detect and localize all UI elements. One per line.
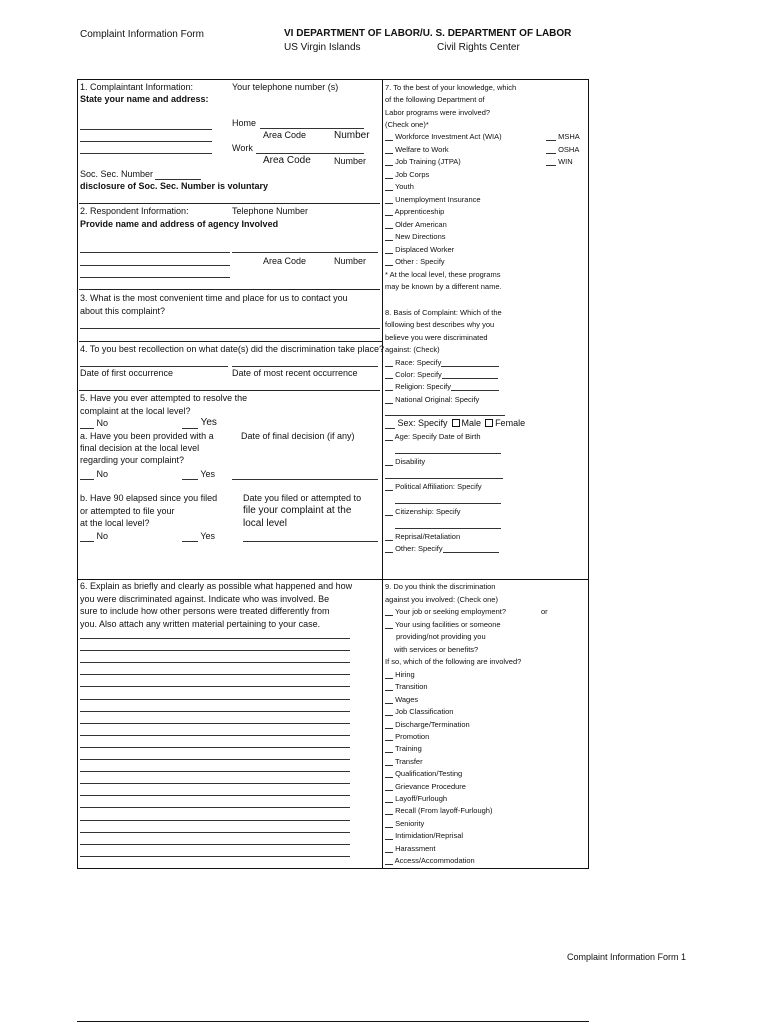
check-blank[interactable] — [385, 182, 393, 191]
check-blank[interactable] — [385, 257, 393, 266]
s8-color[interactable]: Color: Specify — [385, 370, 498, 379]
s7-program-item[interactable] — [385, 220, 447, 229]
check-blank[interactable] — [385, 695, 393, 704]
s5-yes-option[interactable]: Yes — [182, 417, 217, 429]
s6-answer-line[interactable] — [80, 759, 350, 760]
s5b-line-1: b. Have 90 elapsed since you filed — [80, 493, 218, 503]
form-name: Complaint Information Form — [80, 29, 204, 40]
s1-home-area-code: Area Code — [263, 130, 307, 140]
s6-answer-line[interactable] — [80, 723, 350, 724]
s1-address-line-1[interactable] — [80, 129, 212, 130]
s1-ssn-label: Soc. Sec. Number — [80, 169, 154, 179]
check-blank[interactable] — [385, 220, 393, 229]
check-blank[interactable] — [385, 195, 393, 204]
s3-answer-line[interactable] — [80, 328, 380, 329]
s8-national-field[interactable] — [385, 415, 505, 416]
s9-which-label: If so, which of the following are involved? — [385, 657, 522, 666]
check-blank[interactable] — [385, 145, 393, 154]
s1-address-line-2[interactable] — [80, 141, 212, 142]
s5a-date-label: Date of final decision (if any) — [241, 431, 355, 441]
agency-title: VI DEPARTMENT OF LABOR/U. S. DEPARTMENT OF LABOR — [284, 28, 572, 39]
s6-answer-line[interactable] — [80, 795, 350, 796]
s5a-no-option[interactable]: No — [80, 469, 108, 480]
s8-reprisal[interactable]: Reprisal/Retaliation — [385, 532, 460, 541]
s2-address-line-2[interactable] — [80, 265, 230, 266]
s7-program-item[interactable] — [385, 245, 454, 254]
check-blank[interactable] — [385, 831, 393, 840]
s2-address-line-3[interactable] — [80, 277, 230, 278]
s4-divider — [79, 390, 380, 391]
s1-phone-label: Your telephone number (s) — [232, 82, 339, 92]
s2-area-code: Area Code — [263, 256, 307, 266]
s7-program-item-label: Displaced Worker — [393, 244, 455, 254]
s6-answer-line[interactable] — [80, 832, 350, 833]
s6-answer-line[interactable] — [80, 783, 350, 784]
check-blank[interactable] — [385, 157, 393, 166]
check-blank[interactable] — [385, 670, 393, 679]
s9-issue-item-label: Wages — [393, 694, 419, 704]
s6-answer-line[interactable] — [80, 735, 350, 736]
s2-number: Number — [334, 256, 367, 266]
s1-work-phone-field[interactable] — [256, 153, 364, 154]
s6-answer-line[interactable] — [80, 699, 350, 700]
s1-ssn-note: disclosure of Soc. Sec. Number is voluntary — [80, 181, 269, 191]
s7-program-item-label: Job Training (JTPA) — [393, 157, 461, 166]
s8-political[interactable]: Political Affiliation: Specify — [385, 482, 482, 491]
s9-issue-item-label: Intimidation/Reprisal — [393, 831, 464, 841]
form-frame — [77, 79, 589, 869]
check-blank[interactable] — [385, 132, 393, 141]
s9-issue-item[interactable] — [385, 844, 436, 853]
s5b-line-3: at the local level? — [80, 518, 150, 528]
s5b-date-field[interactable] — [243, 541, 378, 542]
s5a-line-3: regarding your complaint? — [80, 455, 185, 465]
s7-program-item-label: Welfare to Work — [393, 144, 449, 154]
s9-facilities-line-3: with services or benefits? — [394, 645, 479, 654]
s7-program-item[interactable] — [385, 182, 414, 191]
s2-phone-label: Telephone Number — [232, 206, 309, 216]
s1-home-phone-field[interactable] — [260, 128, 364, 129]
s2-phone-field[interactable] — [232, 252, 378, 253]
s7-program-item-label: New Directions — [393, 232, 446, 241]
s9-issue-item[interactable] — [385, 744, 422, 753]
s9-issue-item[interactable] — [385, 819, 424, 828]
s8-political-field[interactable] — [395, 503, 501, 504]
s9-issue-item[interactable] — [385, 732, 429, 741]
s7-program-item-label: Job Corps — [393, 169, 430, 179]
s7-option-osha[interactable]: OSHA — [546, 145, 579, 154]
s5a-line-1: a. Have you been provided with a — [80, 431, 214, 441]
s9-issue-item[interactable] — [385, 769, 462, 778]
s9-issue-item-label: Access/Accommodation — [393, 856, 475, 865]
s7-program-item-label: Apprenticeship — [393, 207, 445, 216]
s7-program-item[interactable] — [385, 145, 449, 154]
s6-answer-line[interactable] — [80, 807, 350, 808]
check-blank[interactable] — [385, 782, 393, 791]
s5b-date-label-1: Date you filed or attempted to — [243, 493, 362, 503]
s9-issue-item[interactable] — [385, 695, 418, 704]
bottom-rule — [77, 1021, 589, 1022]
s9-facilities-option[interactable]: Your using facilities or someone — [385, 620, 501, 629]
check-blank[interactable] — [385, 732, 393, 741]
s1-work-label: Work — [232, 143, 253, 153]
agency-center: Civil Rights Center — [437, 42, 520, 53]
check-blank[interactable] — [385, 682, 393, 691]
s5a-line-2: final decision at the local level — [80, 443, 200, 453]
s6-answer-line[interactable] — [80, 674, 350, 675]
s4-recent-label: Date of most recent occurrence — [232, 368, 358, 378]
check-blank[interactable] — [385, 819, 393, 828]
s8-intro-3: believe you were discriminated — [385, 333, 488, 342]
s7-intro-2: of the following Department of — [385, 95, 485, 104]
s8-intro-4: against: (Check) — [385, 345, 440, 354]
s8-intro-2: following best describes why you — [385, 320, 495, 329]
s9-issue-item-label: Promotion — [393, 732, 430, 741]
check-blank[interactable] — [385, 170, 393, 179]
s9-issue-item-label: Transfer — [393, 756, 423, 766]
s5b-line-2: or attempted to file your — [80, 506, 175, 516]
s7-program-item[interactable] — [385, 207, 444, 216]
s7-option-win[interactable]: WIN — [546, 157, 573, 166]
s6-answer-line[interactable] — [80, 747, 350, 748]
s7-intro-4: (Check one)* — [385, 120, 429, 129]
s6-answer-line[interactable] — [80, 686, 350, 687]
check-blank[interactable] — [385, 232, 393, 241]
s1-ssn-field[interactable] — [155, 179, 201, 180]
s5-question-line-2: complaint at the local level? — [80, 406, 191, 416]
s8-age-field[interactable] — [395, 453, 501, 454]
s8-citizenship[interactable]: Citizenship: Specify — [385, 507, 461, 516]
s7-program-item[interactable] — [385, 257, 445, 266]
s1-address-line-3[interactable] — [80, 153, 212, 154]
s8-disability[interactable]: Disability — [385, 457, 425, 466]
s8-other[interactable]: Other: Specify — [385, 544, 499, 553]
s7-program-item[interactable] — [385, 195, 481, 204]
s8-disability-field[interactable] — [385, 478, 503, 479]
s9-issue-item-label: Recall (From layoff-Furlough) — [393, 806, 493, 816]
check-blank[interactable] — [385, 757, 393, 766]
check-blank[interactable] — [385, 844, 393, 853]
s2-name-address-label: Provide name and address of agency Involved — [80, 219, 279, 229]
s9-issue-item[interactable] — [385, 782, 466, 791]
s9-issue-item-label: Training — [393, 744, 422, 754]
s6-instruction-line-3: sure to include how other persons were treated differently from — [80, 606, 330, 616]
footer-label: Complaint Information Form 1 — [567, 952, 687, 962]
s8-citizenship-field[interactable] — [395, 528, 501, 529]
s9-or: or — [541, 607, 548, 616]
check-blank[interactable] — [385, 769, 393, 778]
s6-instruction-line-4: you. Also attach any written material pertaining to your case. — [80, 619, 321, 629]
s2-address-line-1[interactable] — [80, 252, 230, 253]
s9-issue-item-label: Discharge/Termination — [393, 719, 470, 729]
s6-instruction-line-1: 6. Explain as briefly and clearly as possible what happened and how — [80, 581, 353, 591]
s1-home-number: Number — [334, 130, 370, 141]
s2-divider — [79, 289, 380, 290]
s9-issue-item-label: Seniority — [393, 818, 425, 828]
check-blank[interactable] — [385, 207, 393, 216]
s3-divider — [79, 341, 382, 342]
s7-intro-1: 7. To the best of your knowledge, which — [385, 83, 517, 92]
s8-race[interactable]: Race: Specify — [385, 358, 499, 367]
s7-program-item-label: Unemployment Insurance — [393, 194, 481, 204]
s7-intro-3: Labor programs were involved? — [385, 108, 491, 117]
s5b-yes-option[interactable]: Yes — [182, 531, 215, 542]
check-blank[interactable] — [385, 856, 393, 865]
s9-issue-item-label: Harassment — [393, 843, 436, 853]
check-blank[interactable] — [385, 744, 393, 753]
s6-answer-line[interactable] — [80, 856, 350, 857]
s9-issue-item[interactable] — [385, 707, 453, 716]
s1-work-number: Number — [334, 156, 367, 166]
s1-divider — [79, 203, 380, 204]
s1-home-label: Home — [232, 118, 257, 128]
s5a-yes-option[interactable]: Yes — [182, 469, 215, 480]
s9-job-option[interactable]: Your job or seeking employment? — [385, 607, 506, 616]
female-checkbox[interactable] — [485, 419, 493, 427]
s7-program-item-label: Other : Specify — [393, 257, 445, 266]
s1-title: 1. Complaintant Information: — [80, 82, 194, 92]
s6-answer-line[interactable] — [80, 662, 350, 663]
s7-note-1: * At the local level, these programs — [385, 270, 501, 279]
s7-option-msha[interactable]: MSHA — [546, 132, 580, 141]
s3-question-line-1: 3. What is the most convenient time and place for us to contact you — [80, 293, 348, 303]
s6-instruction-line-2: you were discriminated against. Indicate who was involved. Be — [80, 594, 330, 604]
s9-issue-item[interactable] — [385, 794, 447, 803]
s7-program-item-label: Older American — [393, 219, 447, 229]
s8-national[interactable]: National Original: Specify — [385, 395, 479, 404]
s8-religion[interactable]: Religion: Specify — [385, 382, 499, 391]
s9-issue-item[interactable] — [385, 831, 463, 840]
male-checkbox[interactable] — [452, 419, 460, 427]
bottom-section-divider — [77, 579, 589, 580]
s9-intro-1: 9. Do you think the discrimination — [385, 582, 496, 591]
s7-program-item[interactable] — [385, 170, 429, 179]
s9-issue-item-label: Transition — [393, 682, 428, 692]
s8-age[interactable]: Age: Specify Date of Birth — [385, 432, 481, 441]
s7-program-item[interactable] — [385, 132, 502, 141]
s4-first-date-field[interactable] — [80, 366, 228, 367]
s7-program-item[interactable] — [385, 232, 446, 241]
s9-issue-item-label: Hiring — [393, 670, 415, 679]
s6-answer-line[interactable] — [80, 820, 350, 821]
s3-question-line-2: about this complaint? — [80, 306, 166, 316]
s9-issue-item-label: Layoff/Furlough — [393, 794, 448, 803]
s1-work-area-code: Area Code — [263, 155, 311, 166]
s8-sex[interactable]: Sex: Specify Male Female — [385, 418, 525, 429]
column-divider — [382, 79, 383, 869]
s9-issue-item[interactable] — [385, 806, 492, 815]
s7-note-2: may be known by a different name. — [385, 282, 502, 291]
s6-answer-line[interactable] — [80, 650, 350, 651]
s7-program-item-label: Workforce Investment Act (WIA) — [393, 132, 502, 141]
s5b-no-option[interactable]: No — [80, 531, 108, 542]
s5b-date-label-2: file your complaint at the — [243, 505, 352, 516]
s9-issue-item[interactable] — [385, 757, 423, 766]
check-blank[interactable] — [385, 794, 393, 803]
s5a-date-field[interactable] — [232, 479, 378, 480]
check-blank[interactable] — [385, 720, 393, 729]
s8-intro-1: 8. Basis of Complaint: Which of the — [385, 308, 502, 317]
s5-question-line-1: 5. Have you ever attempted to resolve the — [80, 393, 248, 403]
s5-no-option[interactable]: No — [80, 418, 108, 429]
check-blank[interactable] — [385, 806, 393, 815]
s6-answer-line[interactable] — [80, 844, 350, 845]
agency-location: US Virgin Islands — [284, 42, 361, 53]
s9-facilities-line-2: providing/not providing you — [396, 632, 486, 641]
s6-answer-line[interactable] — [80, 711, 350, 712]
s9-issue-item[interactable] — [385, 856, 475, 865]
s4-question: 4. To you best recollection on what date(s) did the discrimination take place? — [80, 344, 385, 354]
s7-program-item[interactable] — [385, 157, 461, 166]
check-blank[interactable] — [385, 245, 393, 254]
s9-issue-item[interactable] — [385, 720, 470, 729]
s9-intro-2: against you involved: (Check one) — [385, 595, 498, 604]
s5b-date-label-3: local level — [243, 518, 287, 529]
s9-issue-item[interactable] — [385, 682, 428, 691]
s6-answer-line[interactable] — [80, 771, 350, 772]
s1-name-address-label: State your name and address: — [80, 94, 209, 104]
s9-issue-item[interactable] — [385, 670, 415, 679]
s6-answer-line[interactable] — [80, 638, 350, 639]
s7-program-item-label: Youth — [393, 182, 414, 191]
check-blank[interactable] — [385, 707, 393, 716]
s9-issue-item-label: Qualification/Testing — [393, 769, 463, 779]
s9-issue-item-label: Grievance Procedure — [393, 781, 466, 791]
s4-recent-date-field[interactable] — [232, 366, 378, 367]
s9-issue-item-label: Job Classification — [393, 707, 454, 717]
s2-title: 2. Respondent Information: — [80, 206, 189, 216]
s4-first-label: Date of first occurrence — [80, 368, 174, 378]
